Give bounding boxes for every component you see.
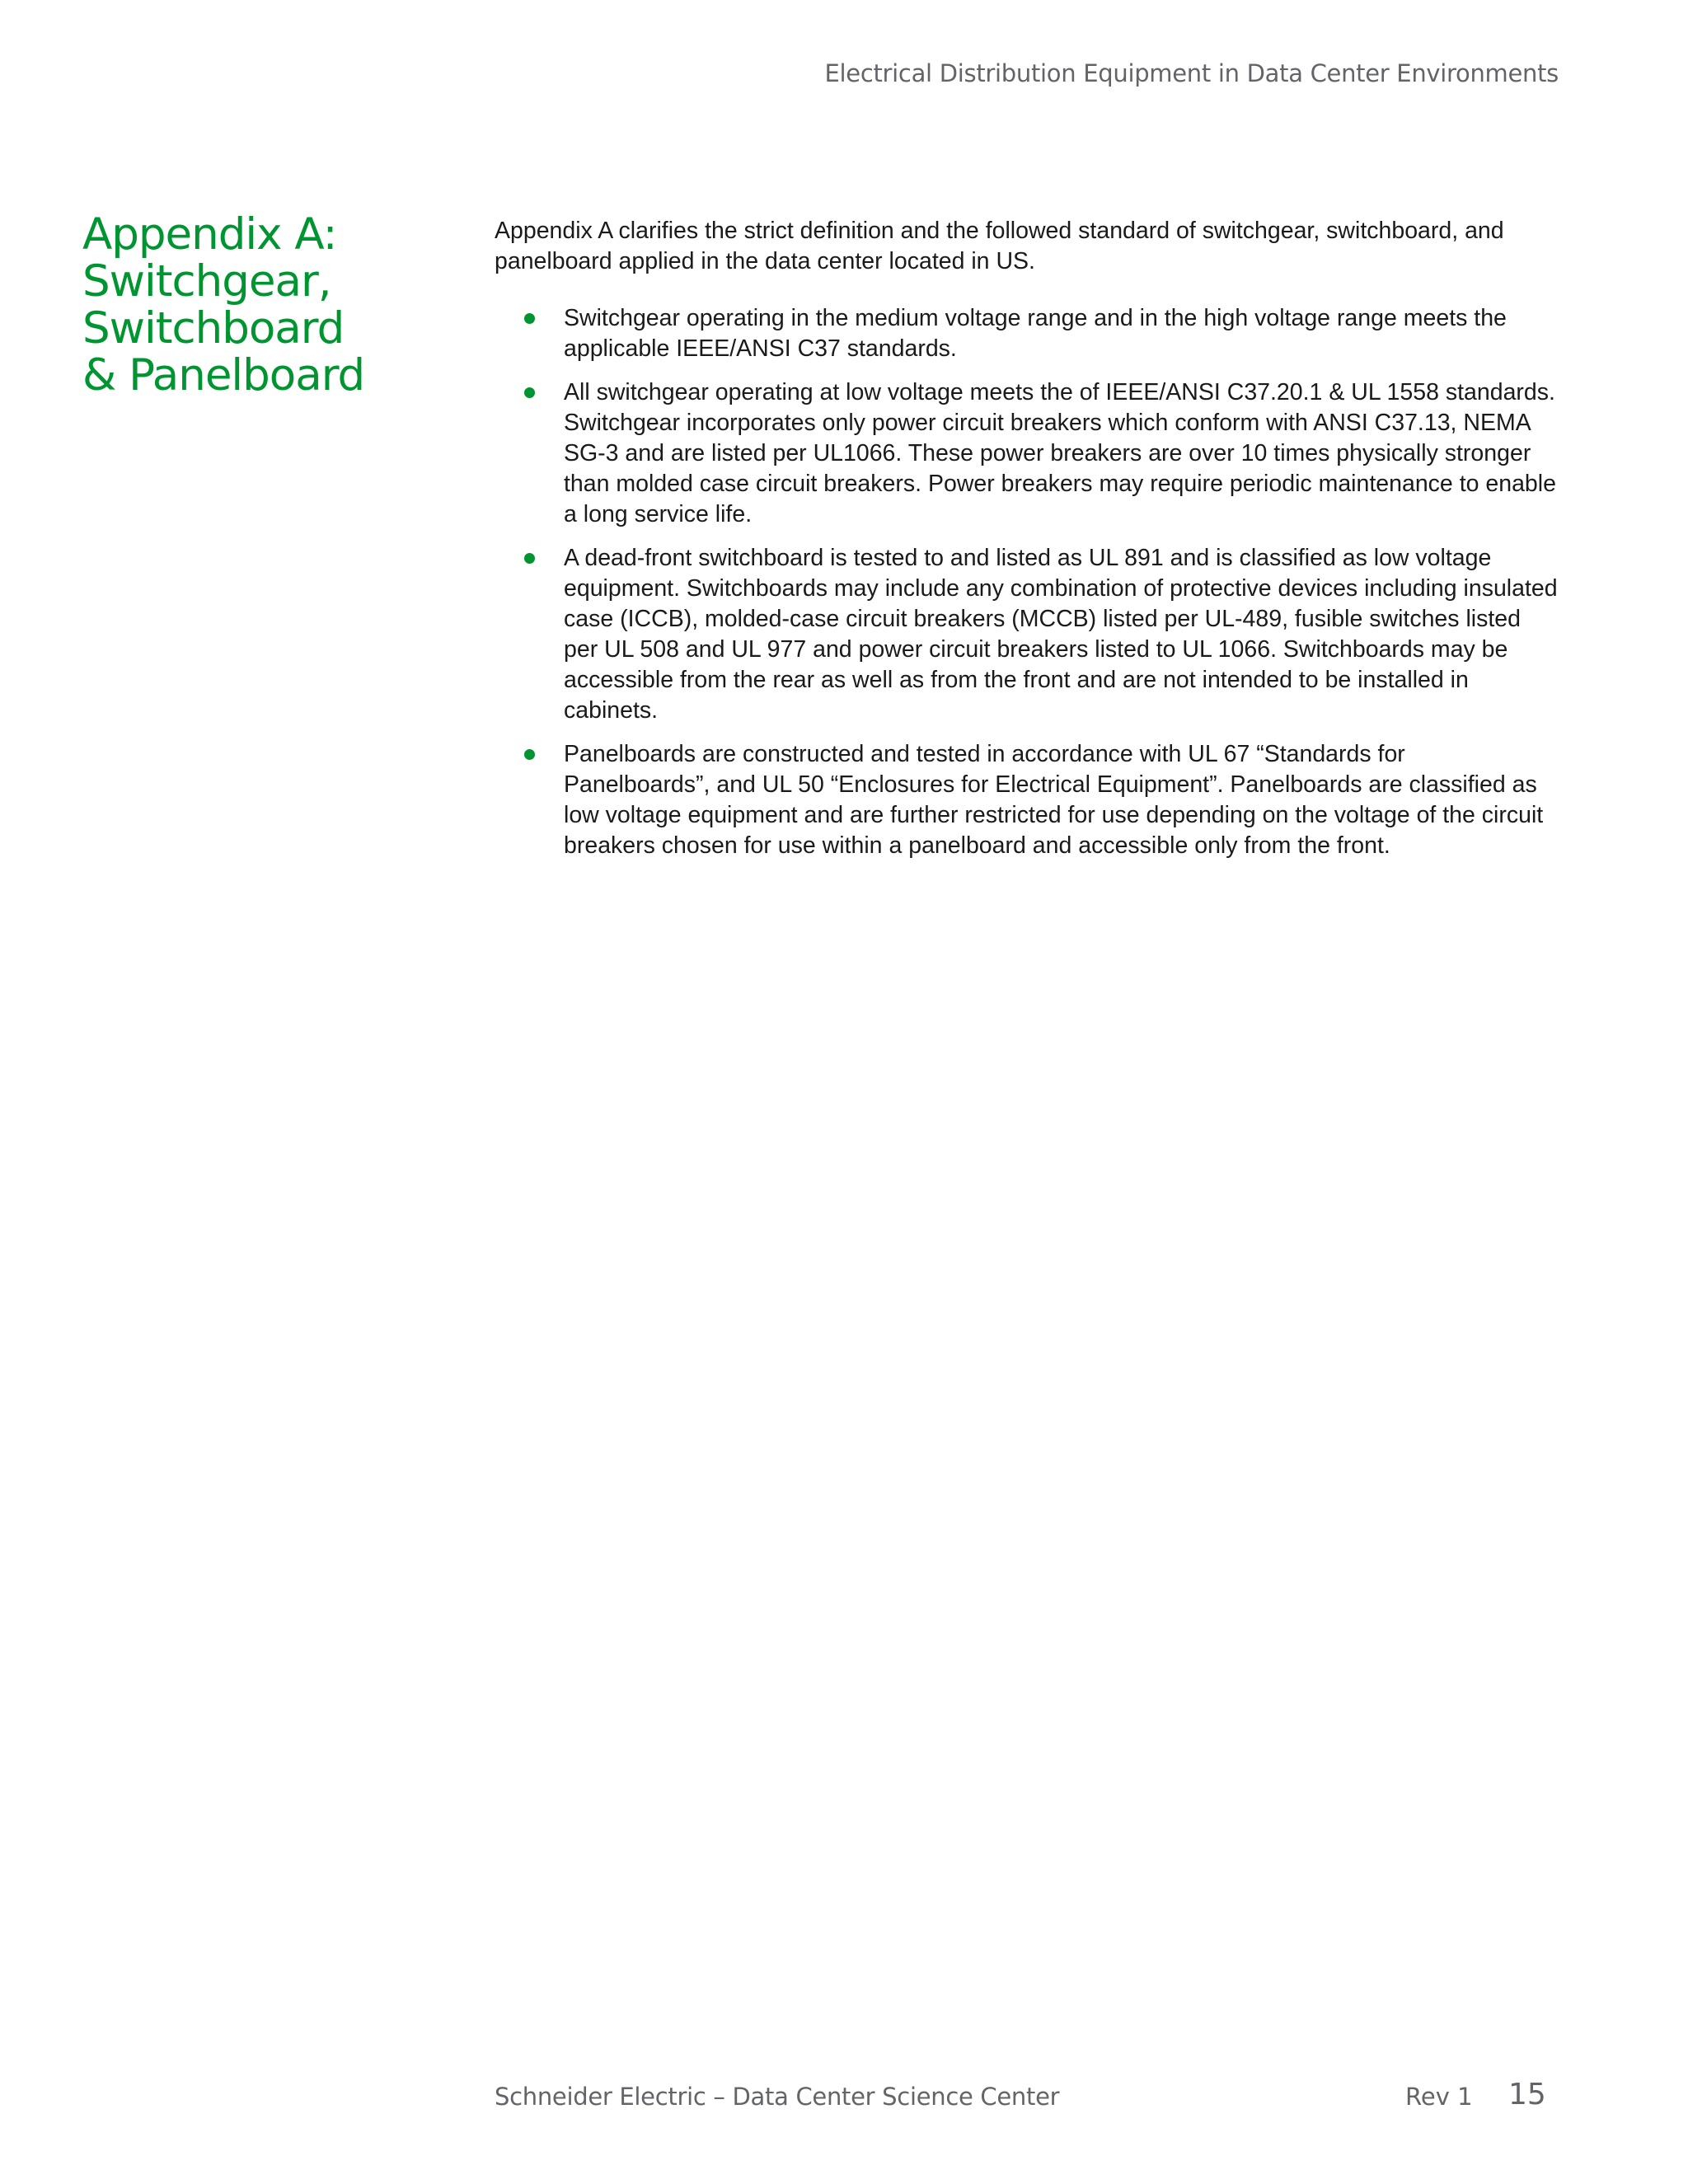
list-item [495, 739, 1558, 861]
bullet-dot-icon [524, 313, 535, 324]
section-title-line: Switchgear, [82, 256, 331, 307]
list-item [495, 303, 1558, 364]
body-content [495, 216, 1558, 874]
page-footer [0, 2078, 1688, 2114]
intro-paragraph: Appendix A clarifies the strict definition and the followed standard of switchgear, switchboard, and panelboard applied in the data center located in US. [495, 218, 1504, 274]
running-header: Electrical Distribution Equipment in Data Center Environments [824, 59, 1559, 87]
bullet-text: Switchgear operating in the medium voltage range and in the high voltage range meets the applicable IEEE/ANSI C37 standards. [564, 305, 1507, 362]
bullet-dot-icon [524, 553, 535, 564]
section-title [82, 211, 429, 399]
bullet-text: Panelboards are constructed and tested in accordance with UL 67 “Standards for Panelboards”, and UL 50 “Enclosures for Electrical Equipment”. Panelboards are classified as low voltage equipment and are further restricted for use depending on the voltage of the circuit breakers chosen for use within a panelboard and accessible only from the front. [564, 741, 1544, 859]
bullet-text: A dead-front switchboard is tested to and listed as UL 891 and is classified as low voltage equipment. Switchboards may include any combination of protective devices including insulated case (ICCB), molded-case circuit breakers (MCCB) listed per UL-489, fusible switches listed per UL 508 and UL 977 and power circuit breakers listed to UL 1066. Switchboards may be accessible from the rear as well as from the front and are not intended to be installed in cabinets. [564, 545, 1558, 724]
section-title-line: Switchboard [82, 303, 345, 354]
page-number: 15 [1508, 2078, 1546, 2111]
list-item [495, 377, 1558, 530]
section-title-line: & Panelboard [82, 350, 365, 401]
footer-publisher: Schneider Electric – Data Center Science Center [495, 2083, 1060, 2111]
footer-revision: Rev 1 [1405, 2083, 1473, 2111]
section-title-line: Appendix A: [82, 209, 337, 260]
bullet-dot-icon [524, 387, 535, 398]
bullet-text: All switchgear operating at low voltage meets the of IEEE/ANSI C37.20.1 & UL 1558 standards. Switchgear incorporates only power circuit breakers which conform with ANSI C37.13, NEMA SG-3 and are listed per UL1066. These power breakers are over 10 times physically stronger than molded case circuit breakers. Power breakers may require periodic maintenance to enable a long service life. [564, 379, 1556, 527]
bullet-dot-icon [524, 749, 535, 760]
list-item [495, 543, 1558, 726]
bullet-list [495, 303, 1558, 861]
